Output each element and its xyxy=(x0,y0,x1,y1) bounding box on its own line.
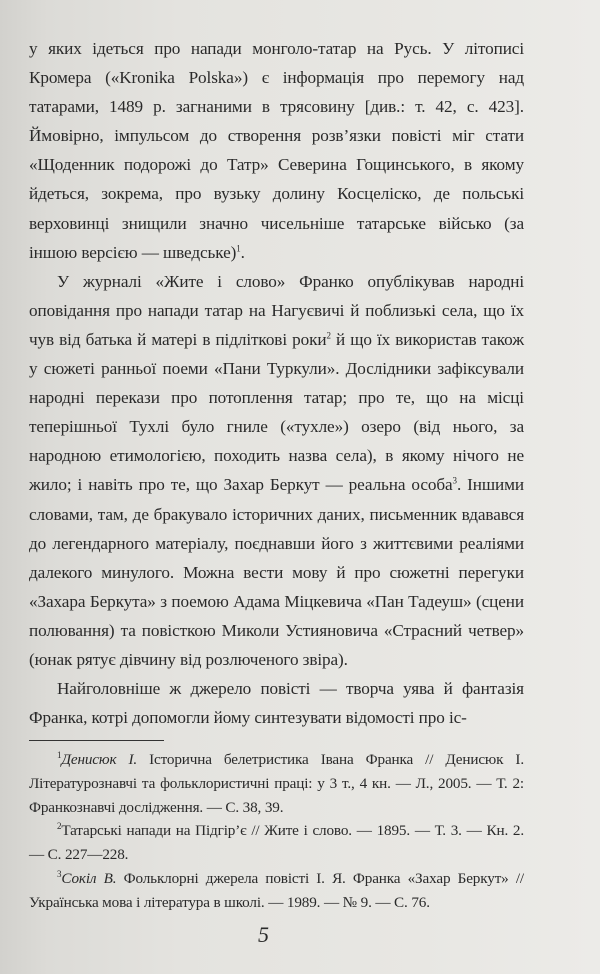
paragraph-2-text-b: й що їх використав також у сюжеті ранньої поеми «Пани Туркули». Дослідники зафіксували народні перекази про потоплення татар; про те, що на місці теперішньої Тухлі було гниле («тухле») озеро (від нього, за народною етимологією, походить назва села), в якому нічого не жило; і навіть про те, що Захар Беркут — реальна особа xyxy=(29,329,524,495)
paragraph-2-text-c: . Іншими словами, там, де бракувало історичних даних, письменник вдавався до легендарного матеріалу, поєднавши його з життєвими реаліями далекого минулого. Можна вести мову й про сюжетні перегуки «Захара Беркута» з поемою Адама Міцкевича «Пан Тадеуш» (сцени полювання) та повісткою Миколи Устияновича «Страсний четвер» (юнак рятує дівчину від розлюченого звіра). xyxy=(29,475,524,669)
footnote-1 xyxy=(29,748,524,819)
main-text xyxy=(29,34,524,732)
footnote-ref-1[interactable]: 1 xyxy=(236,242,241,253)
footnote-1-number: 1 xyxy=(57,749,62,760)
paragraph-2 xyxy=(29,267,524,674)
footnote-3-author: Сокіл В. xyxy=(61,869,117,887)
footnote-1-text: Історична белетристика Івана Франка // Денисюк І. Літературознавчі та фольклористичні праці: у 3 т., 4 кн. — Л., 2005. — Т. 2: Франкознавчі дослідження. — С. 38, 39. xyxy=(29,751,524,816)
footnote-1-author: Денисюк І. xyxy=(61,751,138,768)
footnote-3-text: Фольклорні джерела повісті І. Я. Франка «Захар Беркут» // Українська мова і література в школі. — 1989. — № 9. — С. 76. xyxy=(29,869,524,911)
paragraph-1 xyxy=(29,34,524,267)
footnote-ref-3[interactable]: 3 xyxy=(452,475,457,486)
paragraph-3-text: Найголовніше ж джерело повісті — творча уява й фантазія Франка, котрі допомогли йому синтезувати відомості про іс- xyxy=(29,679,524,728)
footnote-3 xyxy=(29,867,524,915)
footnote-separator xyxy=(29,740,164,741)
footnote-2-number: 2 xyxy=(57,821,62,832)
paragraph-2-text-a: У журналі «Жите і слово» Франко опублікував народні оповідання про напади татар на Нагуєвичі й поблизькі села, що їх чув від батька й матері в підліткові роки xyxy=(29,271,524,349)
paragraph-3 xyxy=(29,674,524,732)
footnote-3-number: 3 xyxy=(57,868,62,879)
footnote-2 xyxy=(29,819,524,867)
footnote-ref-2[interactable]: 2 xyxy=(326,330,331,341)
paragraph-1-text: у яких ідеться про напади монголо-татар на Русь. У літописі Кромера («Kronika Polska») є інформація про перемогу над татарами, 1489 р. загнаними в трясовину [див.: т. 42, с. 423]. Ймовірно, імпульсом до створення розв’язки повісті міг стати «Щоденник подорожі до Татр» Северина Гощинського, в якому йдеться, зокрема, про вузьку долину Косцеліско, де польські верховинці знищили значно чисельніше татарське військо (за іншою версією — шведське) xyxy=(29,39,524,262)
paragraph-1-tail: . xyxy=(240,242,245,262)
footnote-2-text: Татарські напади на Підгір’є // Жите і слово. — 1895. — Т. 3. — Кн. 2. — С. 227—228. xyxy=(29,822,524,864)
page-number: 5 xyxy=(258,922,269,947)
footnotes xyxy=(29,748,524,915)
